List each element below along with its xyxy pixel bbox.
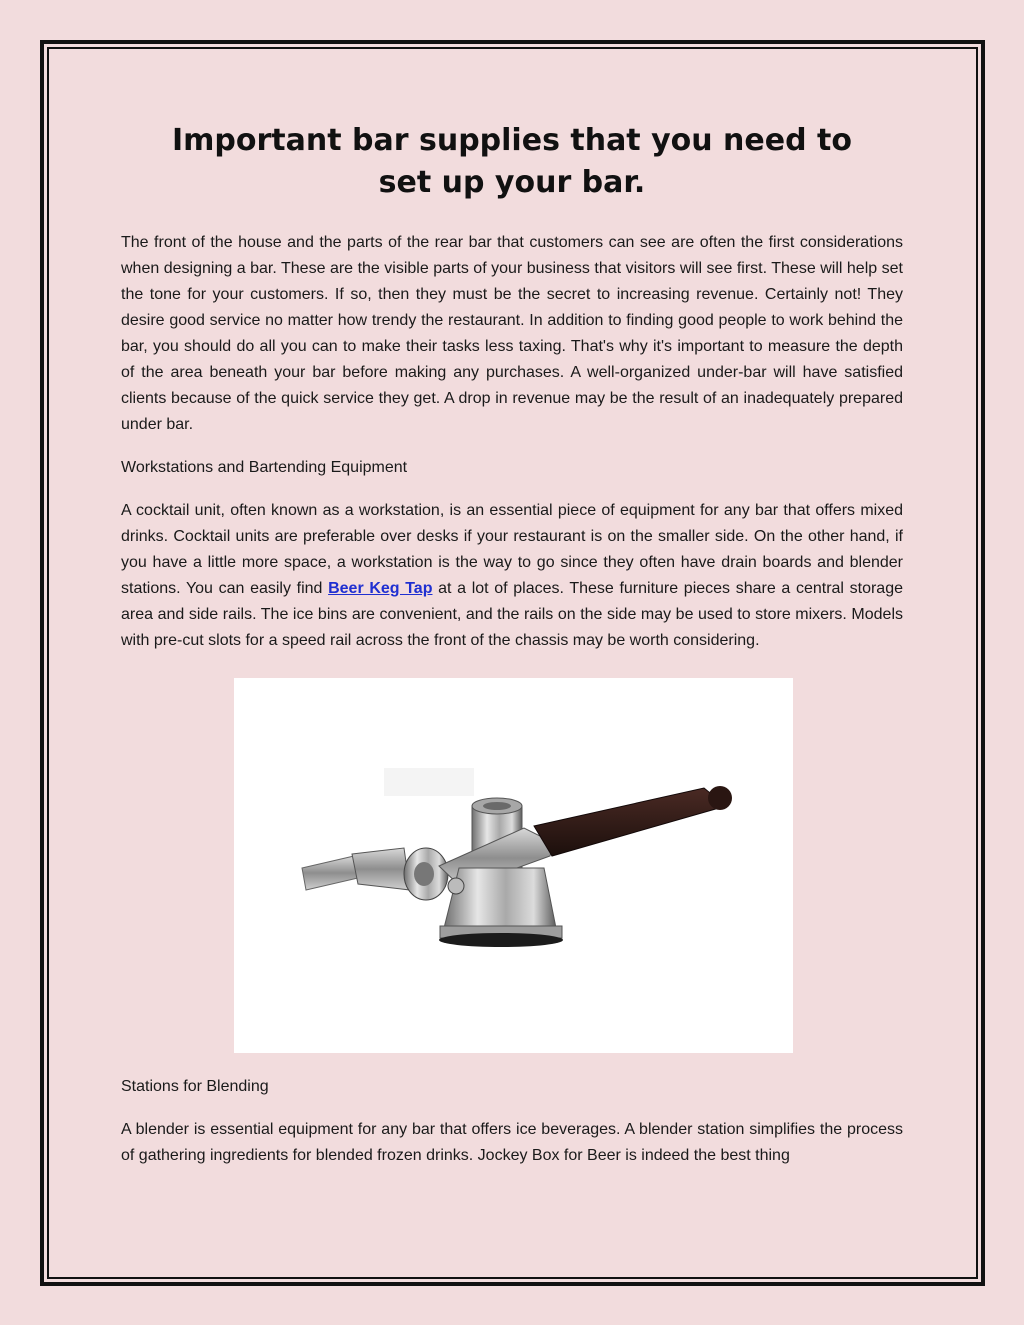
workstations-text-start: A cocktail unit, often known as a workstation, is an essential piece of equipment for any bar that offers mixed drinks. Cocktail units are preferable over desks if your restaurant is on the smaller side. On the other hand, if you have a little more space, a workstation is the way to go since they often have drain boards and blender stations. You can easily find	[121, 502, 903, 597]
section-heading-workstations: Workstations and Bartending Equipment	[121, 459, 408, 476]
background-smudge	[384, 768, 474, 796]
workstations-text-end: at a lot of places. These furniture pieces share a central storage area and side rails. The ice bins are convenient, and the rails on the side may be used to store mixers. Models with pre-cut slots for a speed rail across the front of the chassis may be worth considering.	[121, 580, 904, 649]
coupler-body	[439, 868, 563, 947]
blending-paragraph: A blender is essential equipment for any bar that offers ice beverages. A blender station simplifies the process of gathering ingredients for blended frozen drinks. Jockey Box for Beer is indeed the best thing	[121, 1121, 903, 1164]
beer-keg-coupler-image	[234, 678, 793, 1053]
document-content	[121, 120, 903, 1169]
workstations-paragraph	[121, 498, 903, 654]
section-heading-blending: Stations for Blending	[121, 1078, 269, 1095]
keg-coupler-illustration	[234, 678, 793, 1053]
intro-paragraph: The front of the house and the parts of the rear bar that customers can see are often the first considerations when designing a bar. These are the visible parts of your business that visitors will see first. These will help set the tone for your customers. If so, then they must be the secret to increasing revenue. Certainly not! They desire good service no matter how trendy the restaurant. In addition to finding good people to work behind the bar, you should do all you can to make their tasks less taxing. That's why it's important to measure the depth of the area beneath your bar before making any purchases. A well-organized under-bar will have satisfied clients because of the quick service they get. A drop in revenue may be the result of an inadequately prepared under bar.	[121, 234, 903, 433]
beer-keg-tap-link[interactable]: Beer Keg Tap	[328, 580, 433, 597]
document-title: Important bar supplies that you need to set up your bar.	[172, 123, 852, 200]
hose-barb	[302, 848, 448, 900]
